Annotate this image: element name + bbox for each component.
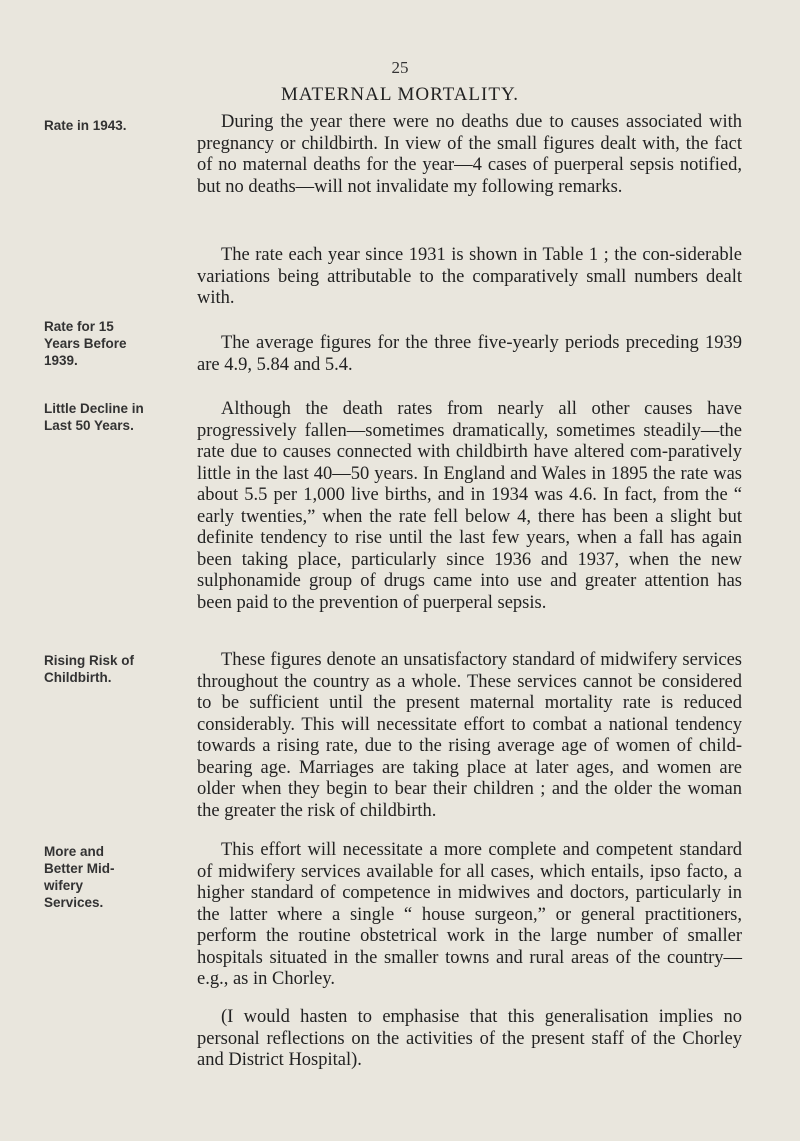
paragraph-unsatisfactory-standard: These figures denote an unsatisfactory standard of midwifery services throughout the country as a whole. These services cannot be considered to be sufficient until the present maternal mortality rate is reduced considerably. This will necessitate effort to combat a national tendency towards a rising rate, due to the rising average age of women of child-bearing age. Marriages are taking place at later ages, and women are older when they begin to bear their children ; and the older the woman the greater the risk of childbirth. — [197, 650, 742, 821]
margin-note-rate-1943: Rate in 1943. — [44, 118, 127, 133]
margin-note-rising-risk: Rising Risk of Childbirth. — [44, 653, 135, 685]
page-number: 25 — [391, 58, 409, 77]
paragraph-rate-since-1931: The rate each year since 1931 is shown in Table 1 ; the con-siderable variations being attributable to the comparatively small numbers dealt with. — [197, 245, 742, 308]
paragraph-note-chorley-hospital: (I would hasten to emphasise that this generalisation implies no personal reflections on the activities of the present staff of the Chorley and District Hospital). — [197, 1007, 742, 1070]
paragraph-little-decline: Although the death rates from nearly all other causes have progressively fallen—sometimes dramatically, sometimes steadily—the rate due to causes connected with childbirth have altered com-paratively little in the last 40—50 years. In England and Wales in 1895 the rate was about 5.5 per 1,000 live births, and in 1934 was 4.6. In fact, from the “ early twenties,” when the rate fell below 4, there has been a slight but definite tendency to rise until the last few years, when a fall has again been taking place, particularly since 1936 and 1937, when the new sulphonamide group of drugs came into use and greater attention has been paid to the prevention of puerperal sepsis. — [197, 399, 742, 613]
margin-note-better-midwifery: More and Better Mid-wifery Services. — [44, 844, 115, 910]
page-title: MATERNAL MORTALITY. — [280, 84, 519, 105]
paragraph-average-figures: The average figures for the three five-yearly periods preceding 1939 are 4.9, 5.84 and 5.4. — [197, 333, 742, 375]
paragraph-competent-standard: This effort will necessitate a more complete and competent standard of midwifery services available for all cases, which entails, ipso facto, a higher standard of competence in midwives and doctors, particularly in the latter where a single “ house surgeon,” or general practitioners, perform the routine obstetrical work in the large number of smaller hospitals situated in the smaller towns and rural areas of the country—e.g., as in Chorley. — [197, 840, 742, 989]
margin-note-rate-15-years: Rate for 15 Years Before 1939. — [44, 319, 127, 368]
paragraph-deaths-1943: During the year there were no deaths due to causes associated with pregnancy or childbirth. In view of the small figures dealt with, the fact of no maternal deaths for the year—4 cases of puerperal sepsis notified, but no deaths—will not invalidate my following remarks. — [197, 112, 742, 197]
margin-note-little-decline: Little Decline in Last 50 Years. — [44, 401, 144, 433]
